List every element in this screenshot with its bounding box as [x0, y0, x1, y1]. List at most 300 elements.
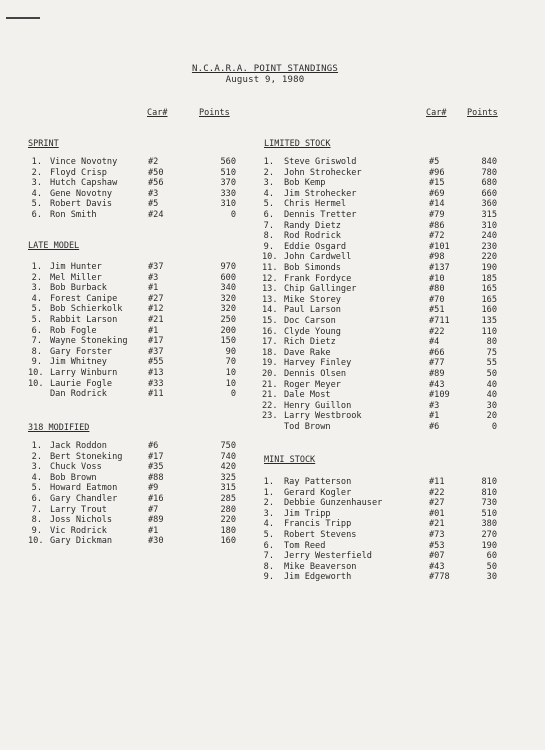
standings-row: [28, 326, 238, 337]
driver-name: Floyd Crisp: [50, 167, 107, 178]
car-number: #50: [148, 167, 164, 178]
car-number: #89: [429, 369, 445, 379]
position-number: 7.: [31, 504, 42, 515]
driver-name: Laurie Fogle: [50, 378, 113, 389]
position-number: 22.: [262, 400, 278, 411]
driver-name: Robert Davis: [50, 199, 113, 210]
car-number: #22: [429, 326, 445, 337]
car-number: #3: [148, 272, 159, 283]
points-value: 165: [481, 284, 497, 295]
driver-name: Wayne Stoneking: [50, 336, 128, 347]
standings-row: [262, 358, 502, 369]
driver-name: Chris Hermel: [284, 199, 347, 210]
points-value: 80: [486, 337, 497, 348]
driver-name: Bert Stoneking: [50, 451, 123, 462]
position-number: 5.: [263, 530, 274, 540]
points-value: 165: [481, 294, 497, 305]
driver-name: Jerry Westerfield: [284, 551, 372, 562]
points-value: 50: [486, 369, 497, 379]
points-value: 230: [481, 241, 497, 252]
car-number: #101: [429, 241, 450, 252]
car-number: #109: [429, 390, 450, 401]
driver-name: Clyde Young: [284, 326, 341, 337]
points-value: 810: [481, 477, 497, 487]
standings-row: [28, 357, 238, 368]
position-number: 8.: [31, 515, 42, 526]
standings-row: [262, 519, 502, 530]
standings-row: [262, 199, 502, 210]
position-number: 20.: [262, 369, 278, 379]
position-number: 3.: [31, 462, 42, 473]
driver-name: Gary Forster: [50, 346, 113, 357]
position-number: 10.: [28, 368, 44, 378]
car-number: #51: [429, 305, 445, 316]
points-value: 330: [220, 188, 236, 199]
points-value: 315: [220, 483, 236, 494]
car-number: #15: [429, 178, 445, 189]
standings-row: [28, 304, 238, 315]
points-value: 270: [481, 530, 497, 540]
driver-name: Dennis Tretter: [284, 210, 357, 220]
standings-row: [28, 483, 238, 494]
car-number: #16: [148, 494, 164, 504]
position-number: 8.: [263, 561, 274, 572]
standings-row: [262, 572, 502, 583]
car-number: #43: [429, 561, 445, 572]
position-number: 3.: [263, 508, 274, 519]
points-value: 30: [486, 572, 497, 583]
driver-name: Chip Gallinger: [284, 284, 357, 295]
standings-row: [28, 389, 238, 400]
position-number: 7.: [31, 336, 42, 347]
position-number: 5.: [31, 315, 42, 325]
position-number: 4.: [263, 519, 274, 530]
points-value: 0: [230, 389, 236, 400]
standings-row: [28, 368, 238, 379]
driver-name: Dan Rodrick: [50, 389, 107, 400]
points-value: 320: [220, 293, 236, 304]
position-number: 4.: [31, 188, 42, 199]
position-number: 2.: [263, 498, 274, 509]
position-number: 2.: [263, 167, 274, 178]
points-value: 220: [481, 252, 497, 263]
position-number: 1.: [263, 477, 274, 487]
car-number: #6: [148, 441, 159, 451]
driver-name: John Strohecker: [284, 167, 362, 178]
date-line: August 9, 1980: [225, 75, 305, 85]
standings-row: [28, 189, 238, 200]
car-number: #73: [429, 530, 445, 540]
position-number: 13.: [262, 284, 278, 295]
car-number: #27: [148, 293, 164, 304]
left-points-header: Points: [199, 108, 230, 118]
position-number: 1.: [31, 441, 42, 451]
standings-row: [28, 379, 238, 390]
points-value: 135: [481, 316, 497, 326]
car-number: #17: [148, 451, 164, 462]
standings-row: [262, 530, 502, 541]
standings-row: [262, 390, 502, 401]
points-value: 180: [220, 525, 236, 536]
position-number: 10.: [28, 536, 44, 547]
standings-row: [28, 283, 238, 294]
driver-name: Tod Brown: [284, 422, 331, 432]
points-value: 160: [220, 536, 236, 547]
standings-row: [28, 441, 238, 452]
points-value: 360: [481, 199, 497, 210]
points-value: 150: [220, 336, 236, 347]
car-number: #79: [429, 210, 445, 220]
standings-row: [262, 380, 502, 391]
points-value: 660: [481, 188, 497, 199]
standings-row: [262, 337, 502, 348]
points-value: 510: [481, 508, 497, 519]
car-number: #27: [429, 498, 445, 509]
driver-name: Tom Reed: [284, 540, 326, 551]
points-value: 40: [486, 379, 497, 390]
points-value: 190: [481, 540, 497, 551]
driver-name: Paul Larson: [284, 305, 341, 316]
car-number: #21: [148, 315, 164, 325]
driver-name: Jim Edgeworth: [284, 572, 352, 583]
points-value: 0: [491, 422, 497, 432]
car-number: #43: [429, 379, 445, 390]
driver-name: Ron Smith: [50, 210, 97, 220]
position-number: 10.: [262, 252, 278, 263]
position-number: 3.: [263, 178, 274, 189]
position-number: 6.: [31, 325, 42, 336]
standings-row: [28, 168, 238, 179]
position-number: 2.: [31, 451, 42, 462]
car-number: #5: [429, 157, 440, 167]
points-value: 185: [481, 273, 497, 284]
standings-row: [28, 526, 238, 537]
car-number: #1: [148, 525, 159, 536]
standings-row: [28, 210, 238, 221]
driver-name: Rob Fogle: [50, 325, 97, 336]
points-value: 420: [220, 462, 236, 473]
car-number: #711: [429, 316, 450, 326]
points-value: 380: [481, 519, 497, 530]
car-number: #3: [429, 400, 440, 411]
car-number: #13: [148, 368, 164, 378]
standings-row: [262, 348, 502, 359]
driver-name: Gerard Kogler: [284, 487, 352, 498]
car-number: #17: [148, 336, 164, 347]
car-number: #37: [148, 262, 164, 272]
car-number: #55: [148, 357, 164, 368]
driver-name: Hutch Capshaw: [50, 178, 118, 189]
car-number: #137: [429, 263, 450, 273]
position-number: 12.: [262, 273, 278, 284]
position-number: 5.: [31, 483, 42, 494]
standings-row: [28, 505, 238, 516]
car-number: #11: [148, 389, 164, 400]
car-number: #1: [429, 411, 440, 422]
points-value: 10: [225, 378, 236, 389]
points-value: 30: [486, 400, 497, 411]
standings-row: [262, 263, 502, 274]
car-number: #89: [148, 515, 164, 526]
car-number: #14: [429, 199, 445, 210]
standings-row: [28, 199, 238, 210]
position-number: 1.: [31, 157, 42, 167]
points-value: 510: [220, 167, 236, 178]
position-number: 9.: [31, 525, 42, 536]
position-number: 8.: [263, 231, 274, 242]
position-number: 14.: [262, 305, 278, 316]
mini-stock-title: MINI STOCK: [264, 455, 316, 465]
standings-row: [262, 274, 502, 285]
position-number: 10.: [28, 378, 44, 389]
car-number: #37: [148, 346, 164, 357]
points-value: 970: [220, 262, 236, 272]
title-line: N.C.A.R.A. POINT STANDINGS: [191, 64, 339, 74]
car-number: #33: [148, 378, 164, 389]
standings-row: [28, 273, 238, 284]
car-number: #6: [429, 422, 440, 432]
driver-name: Vic Rodrick: [50, 525, 107, 536]
standings-row: [262, 316, 502, 327]
corner-rule: [6, 17, 40, 19]
driver-name: Steve Griswold: [284, 157, 357, 167]
driver-name: Francis Tripp: [284, 519, 352, 530]
car-number: #56: [148, 178, 164, 189]
standings-row: [28, 473, 238, 484]
right-car-header: Car#: [426, 108, 447, 118]
driver-name: Jack Roddon: [50, 441, 107, 451]
driver-name: Ray Patterson: [284, 477, 352, 487]
position-number: 23.: [262, 411, 278, 422]
points-value: 285: [220, 494, 236, 504]
points-value: 280: [220, 504, 236, 515]
standings-row: [262, 189, 502, 200]
points-value: 75: [486, 347, 497, 358]
standings-row: [262, 509, 502, 520]
standings-row: [262, 327, 502, 338]
limited-stock-title: LIMITED STOCK: [264, 139, 331, 149]
points-value: 600: [220, 272, 236, 283]
car-number: #778: [429, 572, 450, 583]
car-number: #12: [148, 304, 164, 315]
car-number: #5: [148, 199, 159, 210]
driver-name: Gary Dickman: [50, 536, 113, 547]
position-number: 3.: [31, 283, 42, 294]
standings-row: [262, 541, 502, 552]
points-value: 320: [220, 304, 236, 315]
points-value: 250: [220, 315, 236, 325]
position-number: 5.: [31, 304, 42, 315]
standings-row: [262, 231, 502, 242]
driver-name: Mike Storey: [284, 294, 341, 305]
standings-row: [262, 252, 502, 263]
points-value: 240: [481, 231, 497, 242]
position-number: 3.: [31, 178, 42, 189]
points-value: 10: [225, 368, 236, 378]
position-number: 4.: [263, 188, 274, 199]
position-number: 6.: [263, 210, 274, 220]
position-number: 5.: [31, 199, 42, 210]
standings-row: [28, 294, 238, 305]
points-value: 810: [481, 487, 497, 498]
car-number: #3: [148, 188, 159, 199]
position-number: 9.: [263, 241, 274, 252]
points-value: 70: [225, 357, 236, 368]
car-number: #72: [429, 231, 445, 242]
car-number: #24: [148, 210, 164, 220]
driver-name: Rabbit Larson: [50, 315, 118, 325]
driver-name: Bob Simonds: [284, 263, 341, 273]
points-value: 310: [220, 199, 236, 210]
position-number: 1.: [263, 487, 274, 498]
car-number: #1: [148, 325, 159, 336]
position-number: 6.: [31, 210, 42, 220]
document-title: [150, 64, 380, 86]
points-value: 750: [220, 441, 236, 451]
driver-name: Debbie Gunzenhauser: [284, 498, 383, 509]
position-number: 7.: [263, 220, 274, 231]
points-value: 560: [220, 157, 236, 167]
driver-name: Bob Schierkolk: [50, 304, 123, 315]
standings-row: [28, 347, 238, 358]
late-model-title: LATE MODEL: [28, 241, 80, 251]
standings-row: [28, 315, 238, 326]
standings-row: [262, 488, 502, 499]
points-value: 315: [481, 210, 497, 220]
standings-row: [262, 369, 502, 380]
position-number: 5.: [263, 199, 274, 210]
position-number: 4.: [31, 472, 42, 483]
standings-row: [262, 157, 502, 168]
points-value: 730: [481, 498, 497, 509]
position-number: 2.: [31, 272, 42, 283]
points-value: 160: [481, 305, 497, 316]
standings-row: [262, 411, 502, 422]
car-number: #4: [429, 337, 440, 348]
position-number: 1.: [263, 157, 274, 167]
driver-name: Gene Novotny: [50, 188, 113, 199]
position-number: 18.: [262, 347, 278, 358]
driver-name: Dennis Olsen: [284, 369, 347, 379]
position-number: 11.: [262, 263, 278, 273]
driver-name: Bob Kemp: [284, 178, 326, 189]
standings-row: [262, 210, 502, 221]
driver-name: Henry Guillon: [284, 400, 352, 411]
car-number: #69: [429, 188, 445, 199]
driver-name: Jim Whitney: [50, 357, 107, 368]
points-value: 310: [481, 220, 497, 231]
sprint-title: SPRINT: [28, 139, 59, 149]
points-value: 840: [481, 157, 497, 167]
right-points-header: Points: [467, 108, 498, 118]
car-number: #86: [429, 220, 445, 231]
points-value: 370: [220, 178, 236, 189]
car-number: #35: [148, 462, 164, 473]
car-number: #98: [429, 252, 445, 263]
standings-row: [28, 462, 238, 473]
points-value: 200: [220, 325, 236, 336]
points-value: 680: [481, 178, 497, 189]
driver-name: Roger Meyer: [284, 379, 341, 390]
standings-row: [262, 168, 502, 179]
standings-row: [262, 305, 502, 316]
points-value: 190: [481, 263, 497, 273]
position-number: 21.: [262, 390, 278, 401]
standings-row: [262, 401, 502, 412]
points-value: 780: [481, 167, 497, 178]
position-number: 8.: [31, 346, 42, 357]
position-number: 4.: [31, 293, 42, 304]
standings-row: [262, 178, 502, 189]
driver-name: Dale Most: [284, 390, 331, 401]
driver-name: Randy Dietz: [284, 220, 341, 231]
car-number: #1: [148, 283, 159, 294]
points-value: 60: [486, 551, 497, 562]
driver-name: Chuck Voss: [50, 462, 102, 473]
position-number: 19.: [262, 358, 278, 369]
driver-name: Rich Dietz: [284, 337, 336, 348]
standings-row: [262, 295, 502, 306]
driver-name: Forest Canipe: [50, 293, 118, 304]
driver-name: Harvey Finley: [284, 358, 352, 369]
standings-row: [28, 452, 238, 463]
driver-name: Larry Westbrook: [284, 411, 362, 422]
points-value: 20: [486, 411, 497, 422]
driver-name: Howard Eatmon: [50, 483, 118, 494]
position-number: 17.: [262, 337, 278, 348]
position-number: 6.: [263, 540, 274, 551]
points-value: 340: [220, 283, 236, 294]
driver-name: Doc Carson: [284, 316, 336, 326]
points-value: 90: [225, 346, 236, 357]
standings-row: [28, 262, 238, 273]
points-value: 220: [220, 515, 236, 526]
standings-row: [28, 178, 238, 189]
car-number: #9: [148, 483, 159, 494]
driver-name: Larry Winburn: [50, 368, 118, 378]
car-number: #7: [148, 504, 159, 515]
points-value: 740: [220, 451, 236, 462]
standings-row: [262, 498, 502, 509]
standings-row: [262, 551, 502, 562]
car-number: #10: [429, 273, 445, 284]
driver-name: Dave Rake: [284, 347, 331, 358]
position-number: 7.: [263, 551, 274, 562]
driver-name: Vince Novotny: [50, 157, 118, 167]
position-number: 9.: [263, 572, 274, 583]
driver-name: Jim Tripp: [284, 508, 331, 519]
car-number: #2: [148, 157, 159, 167]
car-number: #96: [429, 167, 445, 178]
car-number: #21: [429, 519, 445, 530]
driver-name: Bob Burback: [50, 283, 107, 294]
car-number: #80: [429, 284, 445, 295]
car-number: #30: [148, 536, 164, 547]
car-number: #77: [429, 358, 445, 369]
position-number: 21.: [262, 379, 278, 390]
car-number: #70: [429, 294, 445, 305]
position-number: 2.: [31, 167, 42, 178]
driver-name: Gary Chandler: [50, 494, 118, 504]
driver-name: Mel Miller: [50, 272, 102, 283]
points-value: 110: [481, 326, 497, 337]
standings-row: [28, 157, 238, 168]
driver-name: Mike Beaverson: [284, 561, 357, 572]
modified-318-title: 318 MODIFIED: [28, 423, 90, 433]
driver-name: Rod Rodrick: [284, 231, 341, 242]
position-number: 13.: [262, 294, 278, 305]
points-value: 0: [230, 210, 236, 220]
